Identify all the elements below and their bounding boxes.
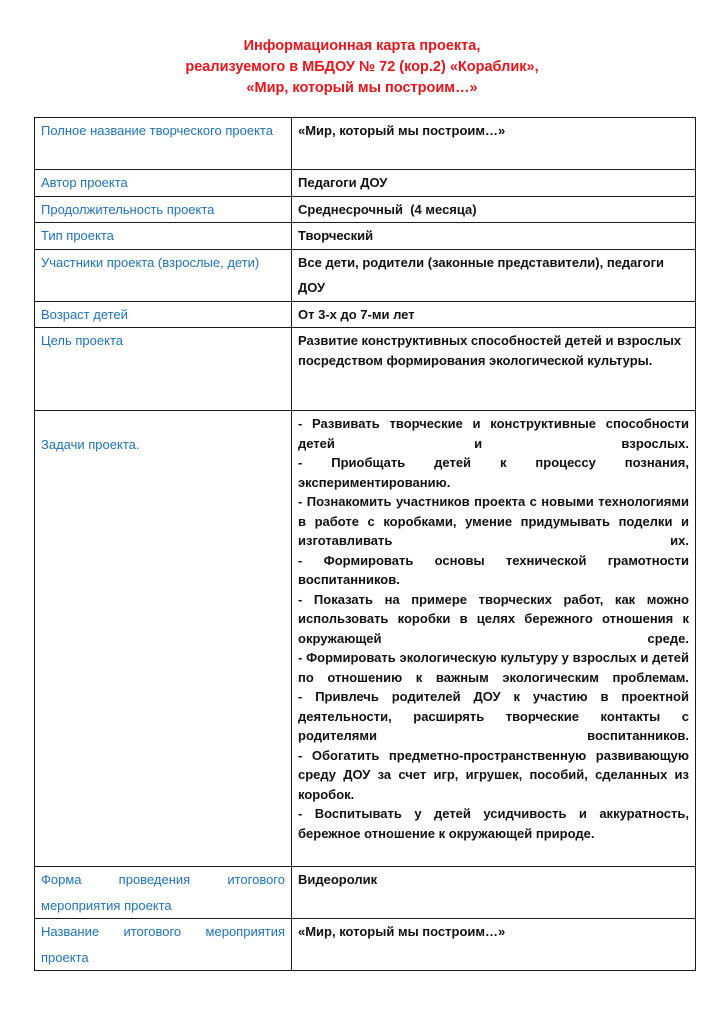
table-row bbox=[35, 411, 696, 867]
list-item: - Формировать экологическую культуру у взрослых и детей по отношению к важным экологическим проблемам. bbox=[298, 650, 689, 685]
list-item: - Формировать основы технической грамотности воспитанников. bbox=[298, 552, 689, 587]
row-value-tasks bbox=[292, 411, 696, 867]
row-label-goal: Цель проекта bbox=[35, 328, 292, 411]
row-value-duration: Среднесрочный (4 месяца) bbox=[292, 196, 696, 223]
row-value-goal: Развитие конструктивных способностей детей и взрослых посредством формирования экологической культуры. bbox=[292, 328, 696, 411]
row-value-participants: Все дети, родители (законные представители), педагоги ДОУ bbox=[292, 249, 696, 301]
row-label-participants: Участники проекта (взрослые, дети) bbox=[35, 249, 292, 301]
row-value-full-name: «Мир, который мы построим…» bbox=[292, 118, 696, 170]
list-item: - Приобщать детей к процессу познания, экспериментированию. bbox=[298, 455, 689, 490]
table-row bbox=[35, 196, 696, 223]
row-value-final-event-name: «Мир, который мы построим…» bbox=[292, 919, 696, 971]
document-title bbox=[0, 36, 724, 99]
list-item: - Познакомить участников проекта с новыми технологиями в работе с коробками, умение придумывать поделки и изготавливать их. bbox=[298, 494, 689, 548]
table-row bbox=[35, 867, 696, 919]
row-value-final-event-form: Видеоролик bbox=[292, 867, 696, 919]
list-item: - Показать на примере творческих работ, как можно использовать коробки в целях бережного отношения к окружающей среде. bbox=[298, 591, 689, 646]
table-row bbox=[35, 223, 696, 250]
title-line-2: реализуемого в МБДОУ № 72 (кор.2) «Кораблик», bbox=[185, 59, 539, 75]
row-label-tasks: Задачи проекта. bbox=[35, 411, 292, 867]
row-label-final-event-name: Название итогового мероприятия проекта bbox=[35, 919, 292, 971]
row-label-duration: Продолжительность проекта bbox=[35, 196, 292, 223]
title-line-1: Информационная карта проекта, bbox=[243, 38, 481, 54]
table-row bbox=[35, 328, 696, 411]
task-list bbox=[298, 414, 689, 843]
row-label-author: Автор проекта bbox=[35, 170, 292, 197]
title-line-3: «Мир, который мы построим…» bbox=[246, 80, 478, 96]
table-row bbox=[35, 118, 696, 170]
table-row bbox=[35, 170, 696, 197]
project-info-table bbox=[34, 117, 696, 971]
table-row bbox=[35, 919, 696, 971]
list-item: - Привлечь родителей ДОУ к участию в проектной деятельности, расширять творческие контакты с родителями воспитанников. bbox=[298, 689, 689, 743]
row-value-type: Творческий bbox=[292, 223, 696, 250]
table-row bbox=[35, 301, 696, 328]
list-item: - Обогатить предметно-пространственную развивающую среду ДОУ за счет игр, игрушек, пособий, сделанных из коробок. bbox=[298, 747, 689, 802]
list-item: - Развивать творческие и конструктивные способности детей и взрослых. bbox=[298, 416, 689, 451]
row-label-type: Тип проекта bbox=[35, 223, 292, 250]
row-value-age: От 3-х до 7-ми лет bbox=[292, 301, 696, 328]
row-label-age: Возраст детей bbox=[35, 301, 292, 328]
row-label-full-name: Полное название творческого проекта bbox=[35, 118, 292, 170]
row-label-final-event-form: Форма проведения итогового мероприятия проекта bbox=[35, 867, 292, 919]
table-row bbox=[35, 249, 696, 301]
row-value-author: Педагоги ДОУ bbox=[292, 170, 696, 197]
list-item: - Воспитывать у детей усидчивость и аккуратность, бережное отношение к окружающей природе. bbox=[298, 806, 689, 841]
